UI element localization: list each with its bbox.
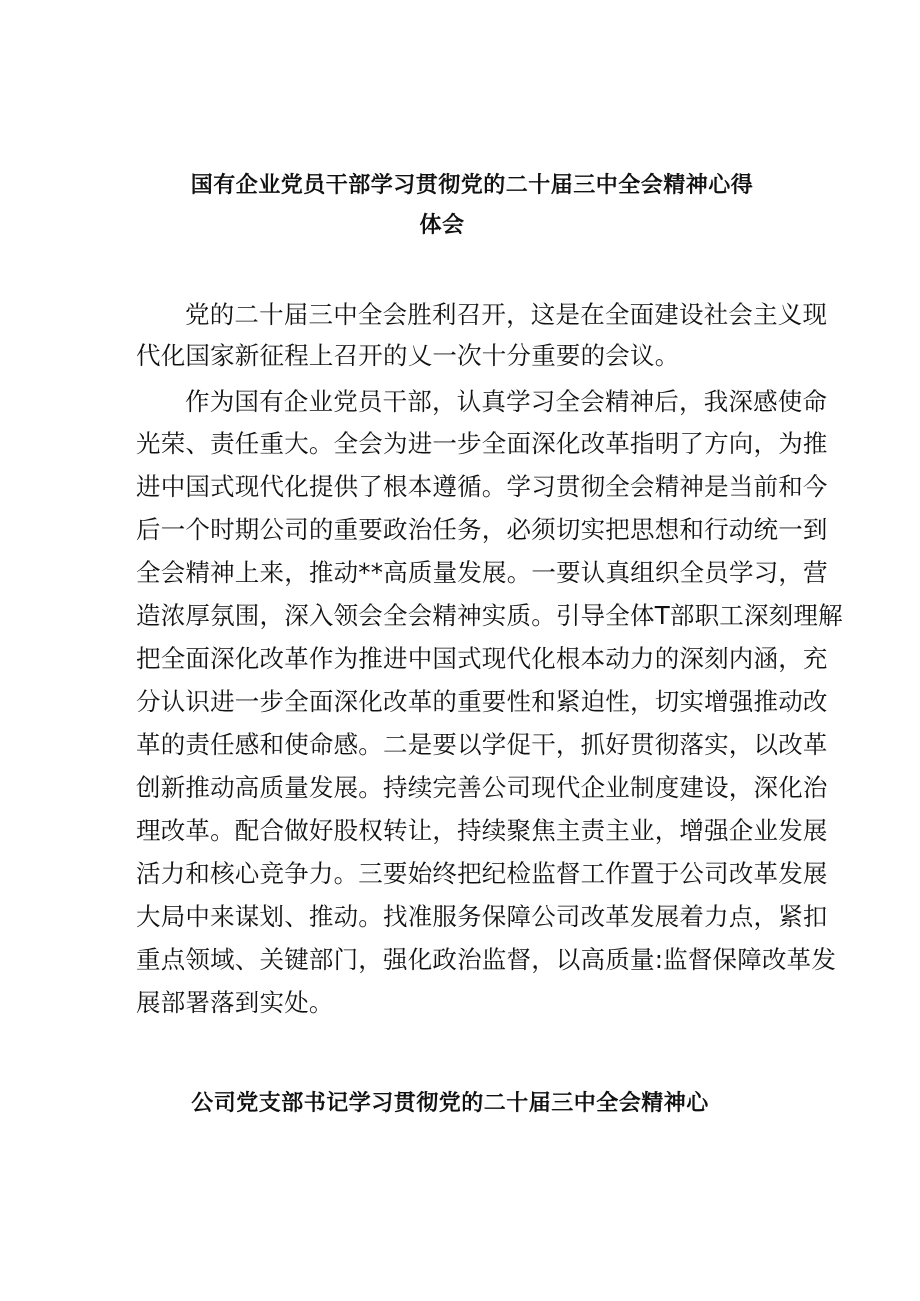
paragraph-2-line-1: 作为国有企业党员干部，认真学习全会精神后，我深感使命	[185, 387, 828, 416]
document-title-line-2: 体会	[419, 213, 465, 238]
paragraph-2-line-13: 大局中来谋划、推动。找准服务保障公司改革发展着力点，紧扣	[136, 902, 828, 931]
paragraph-1-line-2: 代化国家新征程上召开的乂一次十分重要的会议。	[136, 341, 680, 370]
paragraph-2-line-4: 后一个时期公司的重要政治任务，必须切实把思想和行动统一到	[136, 515, 828, 544]
paragraph-2-line-14: 重点领域、关键部门，强化政治监督，以高质量:监督保障改革发	[136, 945, 837, 974]
paragraph-2-line-2: 光荣、责任重大。全会为进一步全面深化改革指明了方向，为推	[136, 429, 828, 458]
paragraph-2-line-11: 理改革。配合做好股权转让，持续聚焦主责主业，增强企业发展	[136, 816, 828, 845]
paragraph-2-line-15: 展部署落到实处。	[136, 988, 334, 1017]
paragraph-1-line-1: 党的二十届三中全会胜利召开，这是在全面建设社会主义现	[185, 300, 828, 329]
document-title-line-1: 国有企业党员干部学习贯彻党的二十届三中全会精神心得	[190, 173, 754, 198]
paragraph-2-line-9: 革的责任感和使命感。二是要以学促干，抓好贯彻落实，以改革	[136, 730, 828, 759]
paragraph-2-line-12: 活力和核心竞争力。三要始终把纪检监督工作置于公司改革发展	[136, 859, 828, 888]
paragraph-2-line-6: 造浓厚氛围，深入领会全会精神实质。引导全体T部职工深刻理解	[136, 601, 843, 630]
paragraph-2-line-7: 把全面深化改革作为推进中国式现代化根本动力的深刻内涵，充	[136, 644, 828, 673]
paragraph-2-line-5: 全会精神上来，推动**高质量发展。一要认真组织全员学习，营	[136, 558, 828, 587]
next-section-title: 公司党支部书记学习贯彻党的二十届三中全会精神心	[191, 1091, 709, 1116]
paragraph-2-line-10: 创新推动高质量发展。持续完善公司现代企业制度建设，深化治	[136, 773, 828, 802]
paragraph-2-line-8: 分认识进一步全面深化改革的重要性和紧迫性，切实增强推动改	[136, 687, 828, 716]
paragraph-2-line-3: 进中国式现代化提供了根本遵循。学习贯彻全会精神是当前和今	[136, 472, 828, 501]
